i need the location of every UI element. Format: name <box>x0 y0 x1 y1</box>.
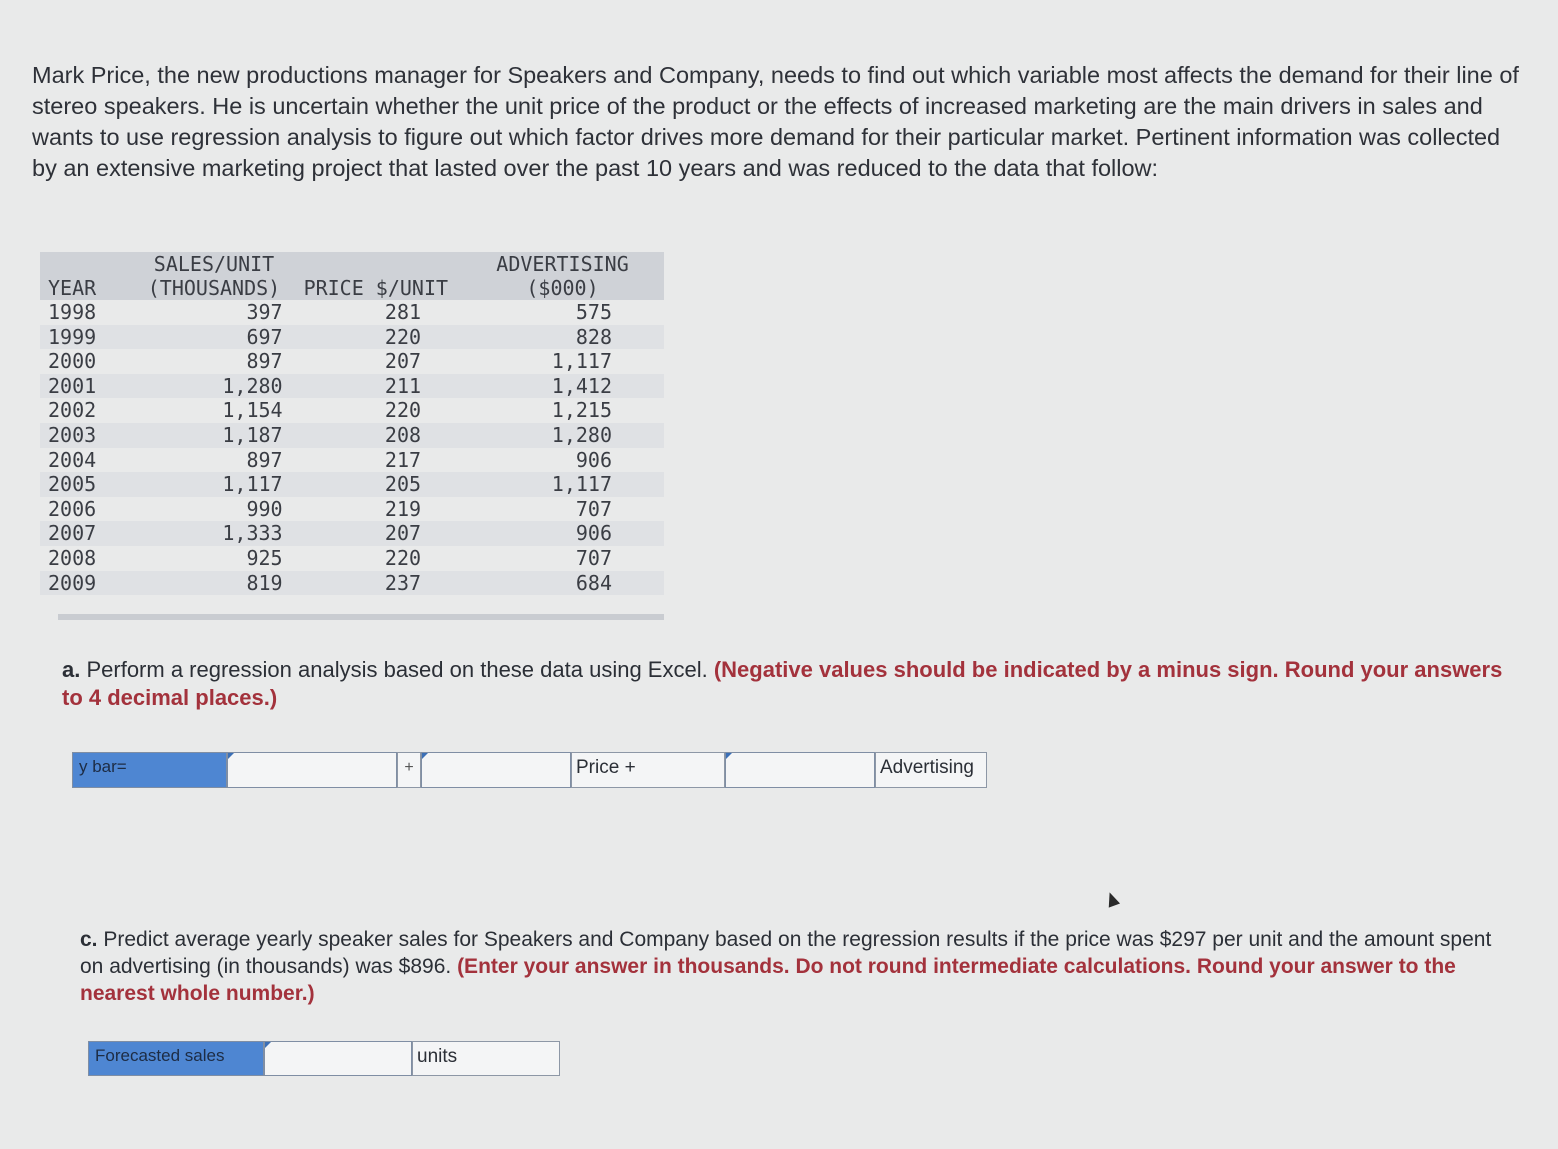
cell-advertising: 1,117 <box>551 349 612 374</box>
regression-equation-row <box>72 752 987 788</box>
cell-year: 2009 <box>48 570 97 595</box>
cell-price: 281 <box>384 300 422 324</box>
table-row <box>40 374 664 399</box>
header-advertising: ADVERTISING ($000) <box>496 252 629 300</box>
header-price: PRICE $/UNIT <box>303 276 449 300</box>
question-a <box>62 656 1512 712</box>
advertising-coefficient-input[interactable] <box>725 752 875 788</box>
table-row <box>40 325 664 350</box>
cell-sales: 397 <box>246 300 283 324</box>
ybar-label: y bar= <box>72 752 227 788</box>
price-label: Price + <box>571 752 725 788</box>
cell-advertising: 1,280 <box>551 422 612 447</box>
cell-year: 2006 <box>48 496 97 521</box>
cell-sales: 1,117 <box>222 472 283 497</box>
table-row <box>40 423 664 448</box>
cell-sales: 1,280 <box>222 373 283 398</box>
table-row <box>40 497 664 522</box>
table-row <box>40 521 664 546</box>
cell-advertising: 575 <box>575 300 612 324</box>
cell-sales: 897 <box>246 349 283 374</box>
cell-year: 2001 <box>48 373 97 398</box>
forecast-input[interactable] <box>264 1041 412 1076</box>
problem-intro: Mark Price, the new productions manager for Speakers and Company, needs to find out which variable most affects the demand for their line of stereo speakers. He is uncertain whether the unit price of the product or the effects of increased marketing are the main drivers in sales and wants to use regression analysis to figure out which factor drives more demand for their particular market. Pertinent information was collected by an extensive marketing project that lasted over the past 10 years and was reduced to the data that follow: <box>32 62 1519 181</box>
cell-advertising: 828 <box>575 324 612 349</box>
plus-sign: + <box>397 752 421 788</box>
question-c-label: c. <box>80 928 98 951</box>
cell-price: 208 <box>384 422 422 447</box>
header-sales: SALES/UNIT (THOUSANDS) <box>147 252 281 300</box>
question-a-text: Perform a regression analysis based on these data using Excel. <box>80 657 714 682</box>
forecast-row <box>88 1041 560 1076</box>
question-c-text: Predict average yearly speaker sales for Speakers and Company based on the regression results if the price was $297 per unit and the amount spent on advertising (in thousands) was $896. <box>80 928 1492 978</box>
cell-sales: 990 <box>246 496 283 521</box>
table-header-row <box>40 252 664 300</box>
cell-year: 2005 <box>48 472 97 497</box>
cell-year: 2008 <box>48 545 97 570</box>
table-row <box>40 448 664 473</box>
cell-sales: 1,333 <box>222 521 283 546</box>
advertising-label: Advertising <box>875 752 987 788</box>
mouse-cursor-icon <box>1104 890 1120 907</box>
cell-sales: 697 <box>246 324 283 349</box>
cell-advertising: 707 <box>575 545 612 570</box>
question-c <box>80 926 1500 1007</box>
table-row <box>40 472 664 497</box>
data-table <box>40 252 664 595</box>
cell-price: 219 <box>384 496 422 521</box>
table-row <box>40 300 664 325</box>
cell-advertising: 1,215 <box>551 398 612 423</box>
cell-advertising: 906 <box>575 447 612 472</box>
table-row <box>40 546 664 571</box>
cell-advertising: 707 <box>575 496 612 521</box>
cell-year: 2004 <box>48 447 97 472</box>
cell-year: 1998 <box>48 300 97 324</box>
cell-price: 220 <box>384 324 422 349</box>
cell-year: 2003 <box>48 422 97 447</box>
cell-price: 207 <box>384 521 422 546</box>
forecast-unit: units <box>412 1041 560 1076</box>
cell-sales: 925 <box>246 545 283 570</box>
question-c-instruction: (Enter your answer in thousands. Do not round intermediate calculations. Round your answer to the nearest whole number.) <box>80 955 1456 1005</box>
cell-price: 220 <box>384 545 422 570</box>
price-coefficient-input[interactable] <box>421 752 571 788</box>
cell-advertising: 684 <box>575 570 612 595</box>
cell-advertising: 1,117 <box>551 472 612 497</box>
cell-price: 211 <box>384 373 422 398</box>
table-row <box>40 398 664 423</box>
cell-advertising: 1,412 <box>551 373 612 398</box>
cell-sales: 1,154 <box>222 398 283 423</box>
cell-advertising: 906 <box>575 521 612 546</box>
cell-year: 2002 <box>48 398 97 423</box>
cell-price: 205 <box>384 472 422 497</box>
cell-sales: 819 <box>246 570 283 595</box>
question-a-label: a. <box>62 657 81 682</box>
cell-price: 207 <box>384 349 422 374</box>
cell-year: 1999 <box>48 324 97 349</box>
cell-price: 237 <box>384 570 422 595</box>
header-year: YEAR <box>48 276 97 300</box>
cell-sales: 897 <box>246 447 283 472</box>
table-bottom-rule <box>58 614 664 620</box>
cell-year: 2000 <box>48 349 97 374</box>
forecast-label: Forecasted sales <box>88 1041 264 1076</box>
data-table-container <box>40 252 664 620</box>
cell-price: 217 <box>384 447 422 472</box>
intercept-input[interactable] <box>227 752 397 788</box>
cell-sales: 1,187 <box>222 422 283 447</box>
cell-price: 220 <box>384 398 422 423</box>
cell-year: 2007 <box>48 521 97 546</box>
question-a-instruction: (Negative values should be indicated by a minus sign. Round your answers to 4 decimal places.) <box>62 657 1503 710</box>
table-row <box>40 349 664 374</box>
table-row <box>40 571 664 596</box>
